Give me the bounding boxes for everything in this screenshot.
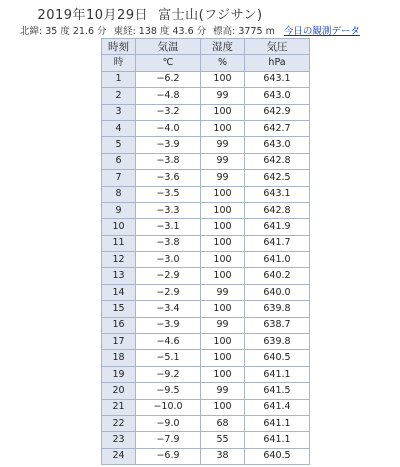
humidity-cell: 100 [201, 301, 245, 317]
hour-cell: 19 [102, 366, 136, 382]
humidity-cell: 99 [201, 170, 245, 186]
humidity-cell: 100 [201, 350, 245, 366]
table-row [102, 235, 310, 251]
hour-cell: 6 [102, 153, 136, 169]
pressure-cell: 640.5 [245, 448, 310, 464]
elevation-text: 標高: 3775 m [213, 26, 275, 37]
table-row [102, 268, 310, 284]
table-row [102, 120, 310, 136]
humidity-cell: 100 [201, 268, 245, 284]
table-row [102, 284, 310, 300]
table-row [102, 137, 310, 153]
page-title [0, 4, 300, 23]
humidity-cell: 100 [201, 219, 245, 235]
temperature-cell: −3.5 [136, 186, 201, 202]
unit-temperature: ℃ [136, 55, 201, 71]
pressure-cell: 642.8 [245, 153, 310, 169]
temperature-cell: −3.3 [136, 202, 201, 218]
temperature-cell: −6.2 [136, 71, 201, 87]
today-data-link[interactable]: 今日の観測データ [283, 26, 360, 37]
pressure-cell: 639.8 [245, 301, 310, 317]
temperature-cell: −7.9 [136, 432, 201, 448]
table-row [102, 383, 310, 399]
hour-cell: 17 [102, 334, 136, 350]
table-row [102, 202, 310, 218]
hour-cell: 18 [102, 350, 136, 366]
hour-cell: 1 [102, 71, 136, 87]
table-row [102, 415, 310, 431]
unit-pressure: hPa [245, 55, 310, 71]
pressure-cell: 640.5 [245, 350, 310, 366]
humidity-cell: 100 [201, 120, 245, 136]
header-humidity: 湿度 [201, 39, 245, 55]
temperature-cell: −9.0 [136, 415, 201, 431]
hour-cell: 2 [102, 88, 136, 104]
humidity-cell: 100 [201, 399, 245, 415]
longitude-text: 東経: 138 度 43.6 分 [113, 26, 207, 37]
humidity-cell: 100 [201, 71, 245, 87]
humidity-cell: 100 [201, 104, 245, 120]
title-date: 2019年10月29日 [37, 8, 149, 23]
temperature-cell: −3.9 [136, 317, 201, 333]
table-row [102, 334, 310, 350]
humidity-cell: 99 [201, 88, 245, 104]
unit-time: 時 [102, 55, 136, 71]
temperature-cell: −3.0 [136, 252, 201, 268]
pressure-cell: 641.4 [245, 399, 310, 415]
pressure-cell: 641.1 [245, 415, 310, 431]
hour-cell: 13 [102, 268, 136, 284]
pressure-cell: 642.7 [245, 120, 310, 136]
table-row [102, 88, 310, 104]
temperature-cell: −2.9 [136, 268, 201, 284]
table-body [102, 71, 310, 464]
humidity-cell: 99 [201, 383, 245, 399]
table-row [102, 301, 310, 317]
hour-cell: 8 [102, 186, 136, 202]
humidity-cell: 55 [201, 432, 245, 448]
temperature-cell: −9.5 [136, 383, 201, 399]
table-row [102, 170, 310, 186]
pressure-cell: 641.7 [245, 235, 310, 251]
temperature-cell: −10.0 [136, 399, 201, 415]
hour-cell: 24 [102, 448, 136, 464]
humidity-cell: 100 [201, 202, 245, 218]
humidity-cell: 99 [201, 137, 245, 153]
humidity-cell: 100 [201, 252, 245, 268]
hour-cell: 10 [102, 219, 136, 235]
table-row [102, 104, 310, 120]
pressure-cell: 643.0 [245, 137, 310, 153]
table-row [102, 252, 310, 268]
humidity-cell: 68 [201, 415, 245, 431]
hour-cell: 22 [102, 415, 136, 431]
temperature-cell: −3.1 [136, 219, 201, 235]
hour-cell: 14 [102, 284, 136, 300]
table-row [102, 350, 310, 366]
pressure-cell: 642.9 [245, 104, 310, 120]
pressure-cell: 639.8 [245, 334, 310, 350]
latitude-text: 北緯: 35 度 21.6 分 [20, 26, 107, 37]
header-time: 時刻 [102, 39, 136, 55]
temperature-cell: −3.6 [136, 170, 201, 186]
header-pressure: 気圧 [245, 39, 310, 55]
temperature-cell: −5.1 [136, 350, 201, 366]
hour-cell: 23 [102, 432, 136, 448]
humidity-cell: 100 [201, 235, 245, 251]
temperature-cell: −3.9 [136, 137, 201, 153]
temperature-cell: −4.0 [136, 120, 201, 136]
unit-humidity: % [201, 55, 245, 71]
table-row [102, 186, 310, 202]
station-info [20, 23, 360, 37]
pressure-cell: 642.8 [245, 202, 310, 218]
pressure-cell: 643.0 [245, 88, 310, 104]
hour-cell: 4 [102, 120, 136, 136]
title-station: 富士山(フジサン) [158, 8, 263, 23]
humidity-cell: 100 [201, 366, 245, 382]
temperature-cell: −3.4 [136, 301, 201, 317]
table-row [102, 432, 310, 448]
header-temperature: 気温 [136, 39, 201, 55]
pressure-cell: 643.1 [245, 71, 310, 87]
table-row [102, 71, 310, 87]
temperature-cell: −9.2 [136, 366, 201, 382]
unit-row [102, 55, 310, 71]
pressure-cell: 638.7 [245, 317, 310, 333]
hour-cell: 21 [102, 399, 136, 415]
temperature-cell: −3.8 [136, 235, 201, 251]
pressure-cell: 642.5 [245, 170, 310, 186]
pressure-cell: 641.5 [245, 383, 310, 399]
pressure-cell: 643.1 [245, 186, 310, 202]
table-row [102, 399, 310, 415]
temperature-cell: −2.9 [136, 284, 201, 300]
temperature-cell: −6.9 [136, 448, 201, 464]
hour-cell: 12 [102, 252, 136, 268]
humidity-cell: 99 [201, 317, 245, 333]
pressure-cell: 641.1 [245, 432, 310, 448]
hour-cell: 3 [102, 104, 136, 120]
hour-cell: 11 [102, 235, 136, 251]
pressure-cell: 641.0 [245, 252, 310, 268]
hour-cell: 15 [102, 301, 136, 317]
observation-table [101, 38, 310, 465]
humidity-cell: 100 [201, 334, 245, 350]
temperature-cell: −3.8 [136, 153, 201, 169]
temperature-cell: −4.8 [136, 88, 201, 104]
pressure-cell: 640.0 [245, 284, 310, 300]
hour-cell: 7 [102, 170, 136, 186]
hour-cell: 5 [102, 137, 136, 153]
temperature-cell: −3.2 [136, 104, 201, 120]
hour-cell: 16 [102, 317, 136, 333]
humidity-cell: 38 [201, 448, 245, 464]
pressure-cell: 641.1 [245, 366, 310, 382]
humidity-cell: 99 [201, 153, 245, 169]
table-row [102, 448, 310, 464]
table-row [102, 153, 310, 169]
humidity-cell: 99 [201, 284, 245, 300]
pressure-cell: 641.9 [245, 219, 310, 235]
table-row [102, 219, 310, 235]
pressure-cell: 640.2 [245, 268, 310, 284]
table-row [102, 366, 310, 382]
temperature-cell: −4.6 [136, 334, 201, 350]
hour-cell: 20 [102, 383, 136, 399]
header-row [102, 39, 310, 55]
hour-cell: 9 [102, 202, 136, 218]
humidity-cell: 100 [201, 186, 245, 202]
table-row [102, 317, 310, 333]
